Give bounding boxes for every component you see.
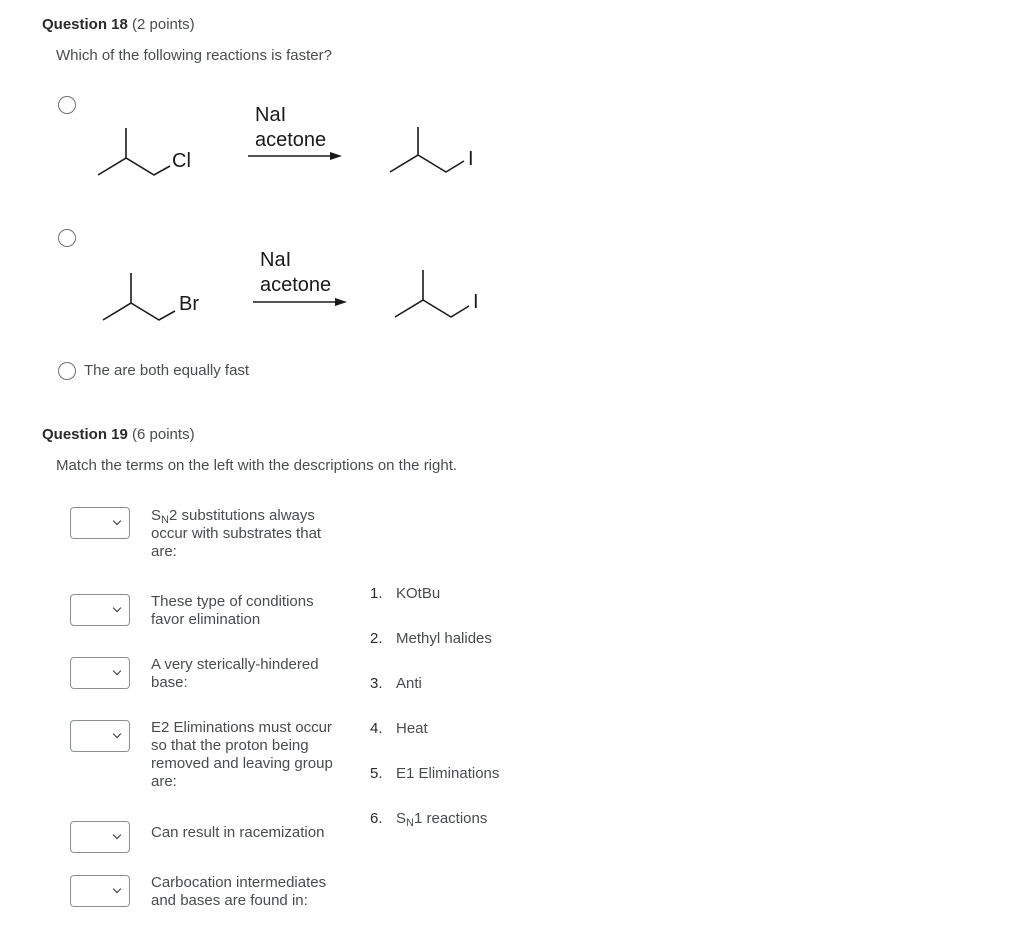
answer-4-text: Heat: [396, 720, 428, 737]
match-select-1[interactable]: [70, 507, 130, 539]
answer-1-num: 1.: [370, 585, 383, 602]
reactant-1-chain: [126, 158, 170, 175]
chevron-down-icon: [113, 730, 121, 738]
product-1-skeleton: [390, 127, 418, 172]
term-2: These type of conditions favor elimination: [151, 593, 314, 628]
answer-4-num: 4.: [370, 720, 383, 737]
answer-1: [370, 585, 440, 602]
term-6: Carbocation intermediates and bases are found in:: [151, 874, 327, 909]
reactant-2-chain: [131, 303, 175, 320]
term-3: A very sterically-hindered base:: [151, 656, 319, 691]
option-2-radio[interactable]: [58, 229, 76, 247]
solvent-2-label: acetone: [260, 274, 332, 296]
answer-6-post: 1 reactions: [413, 810, 488, 827]
question-18-header: [42, 16, 195, 33]
reactant-2-skeleton: [103, 273, 131, 320]
question-19-header: [42, 426, 195, 443]
option-1-radio[interactable]: [58, 96, 76, 114]
chevron-down-icon: [113, 604, 121, 612]
term-1: [151, 507, 346, 561]
solvent-1-label: acetone: [255, 129, 327, 151]
leaving-group-1: Cl: [172, 150, 191, 172]
answer-5-num: 5.: [370, 765, 383, 782]
chevron-down-icon: [113, 517, 121, 525]
term-1-pre: S: [151, 507, 162, 524]
question-18-points: (2 points): [132, 16, 195, 33]
term-1-sub: N: [161, 514, 169, 526]
chevron-down-icon: [113, 831, 121, 839]
option-3-radio[interactable]: [58, 362, 76, 380]
term-1-post: 2 substitutions always occur with substrates that are:: [151, 507, 322, 560]
answer-6-sub: N: [406, 817, 414, 829]
answer-4: [370, 720, 428, 737]
question-18-prompt: Which of the following reactions is faster?: [56, 47, 332, 64]
answer-3-num: 3.: [370, 675, 383, 692]
reaction-2-image: [95, 240, 515, 340]
chevron-down-icon: [113, 885, 121, 893]
product-2-skeleton: [395, 270, 423, 317]
chevron-down-icon: [113, 667, 121, 675]
product-group-2: I: [473, 291, 479, 313]
question-18-title: Question 18: [42, 16, 128, 33]
reaction-1-image: [90, 95, 510, 195]
match-select-2[interactable]: [70, 594, 130, 626]
answer-6-pre: S: [396, 810, 407, 827]
match-select-3[interactable]: [70, 657, 130, 689]
match-select-4[interactable]: [70, 720, 130, 752]
match-select-5[interactable]: [70, 821, 130, 853]
answer-1-text: KOtBu: [396, 585, 441, 602]
term-4: E2 Eliminations must occur so that the proton being removed and leaving group are:: [151, 719, 333, 790]
question-19-prompt: Match the terms on the left with the descriptions on the right.: [56, 457, 458, 474]
arrow-1-head: [330, 152, 342, 160]
question-19-title: Question 19: [42, 426, 128, 443]
reagent-1-label: NaI: [255, 104, 287, 126]
answer-5-text: E1 Eliminations: [396, 765, 500, 782]
answer-3-text: Anti: [396, 675, 422, 692]
match-select-6[interactable]: [70, 875, 130, 907]
question-19-points: (6 points): [132, 426, 195, 443]
answer-5: [370, 765, 499, 782]
answer-2-text: Methyl halides: [396, 630, 492, 647]
reactant-1-skeleton: [98, 128, 126, 175]
arrow-2-head: [335, 298, 347, 306]
answer-3: [370, 675, 422, 692]
term-5: Can result in racemization: [151, 824, 325, 841]
answer-6-num: 6.: [370, 810, 383, 827]
answer-6: [370, 810, 487, 827]
reagent-2-label: NaI: [260, 249, 292, 271]
answer-2: [370, 630, 492, 647]
leaving-group-2: Br: [179, 293, 199, 315]
product-1-chain: [418, 155, 464, 172]
product-2-chain: [423, 300, 469, 317]
answer-2-num: 2.: [370, 630, 383, 647]
option-3-label: The are both equally fast: [84, 362, 250, 379]
product-group-1: I: [468, 148, 474, 170]
